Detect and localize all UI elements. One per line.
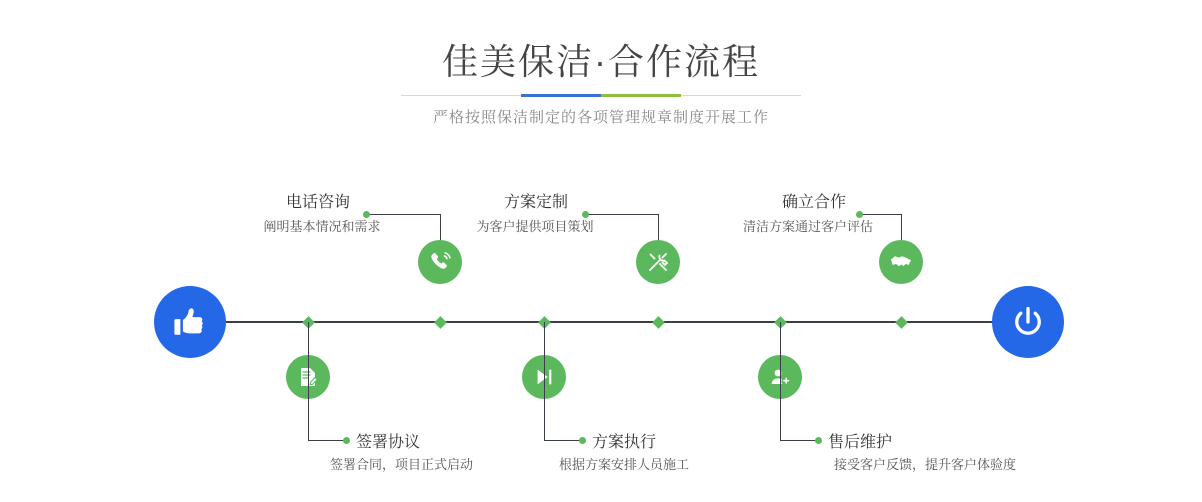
connector-v-5 (901, 214, 902, 240)
connector-cap-2 (343, 437, 350, 444)
connector-h-6 (780, 440, 818, 441)
step-desc-2: 签署合同，项目正式启动 (330, 457, 474, 472)
step-desc-5: 清洁方案通过客户评估 (742, 219, 874, 234)
step-desc-3: 为客户提供项目策划 (476, 219, 594, 234)
step-desc-6: 接受客户反馈，提升客户体验度 (834, 457, 1017, 472)
end-endpoint (992, 286, 1064, 358)
connector-v-1 (440, 214, 441, 240)
connector-v-3 (658, 214, 659, 240)
connector-h-4 (544, 440, 582, 441)
handshake-icon (889, 250, 913, 274)
step-title-3: 方案定制 (503, 194, 569, 211)
connector-cap-6 (815, 437, 822, 444)
connector-v-2 (308, 322, 309, 440)
connector-h-3 (585, 214, 659, 215)
step-icon-1 (418, 240, 462, 284)
title-divider-accent (521, 94, 681, 97)
step-title-6: 售后维护 (828, 434, 893, 451)
step-icon-3 (636, 240, 680, 284)
step-icon-5 (879, 240, 923, 284)
connector-h-5 (859, 214, 902, 215)
start-endpoint (154, 286, 226, 358)
thumbs-up-icon (173, 305, 207, 339)
page-subtitle: 严格按照保洁制定的各项管理规章制度开展工作 (432, 109, 769, 126)
connector-h-1 (366, 214, 441, 215)
step-title-5: 确立合作 (781, 194, 847, 211)
axis-node-4 (652, 316, 665, 329)
connector-h-2 (308, 440, 346, 441)
step-title-2: 签署协议 (356, 434, 421, 451)
step-title-4: 方案执行 (592, 434, 657, 451)
page-title: 佳美保洁·合作流程 (442, 41, 760, 82)
connector-v-6 (780, 322, 781, 440)
axis-node-2 (434, 316, 447, 329)
connector-cap-4 (579, 437, 586, 444)
tools-icon (646, 250, 670, 274)
step-title-1: 电话咨询 (285, 194, 351, 211)
power-icon (1010, 304, 1046, 340)
step-desc-4: 根据方案安排人员施工 (558, 457, 690, 472)
axis-node-6 (895, 316, 908, 329)
phone-call-icon (428, 250, 452, 274)
connector-v-4 (544, 322, 545, 440)
step-desc-1: 阐明基本情况和需求 (263, 219, 381, 234)
